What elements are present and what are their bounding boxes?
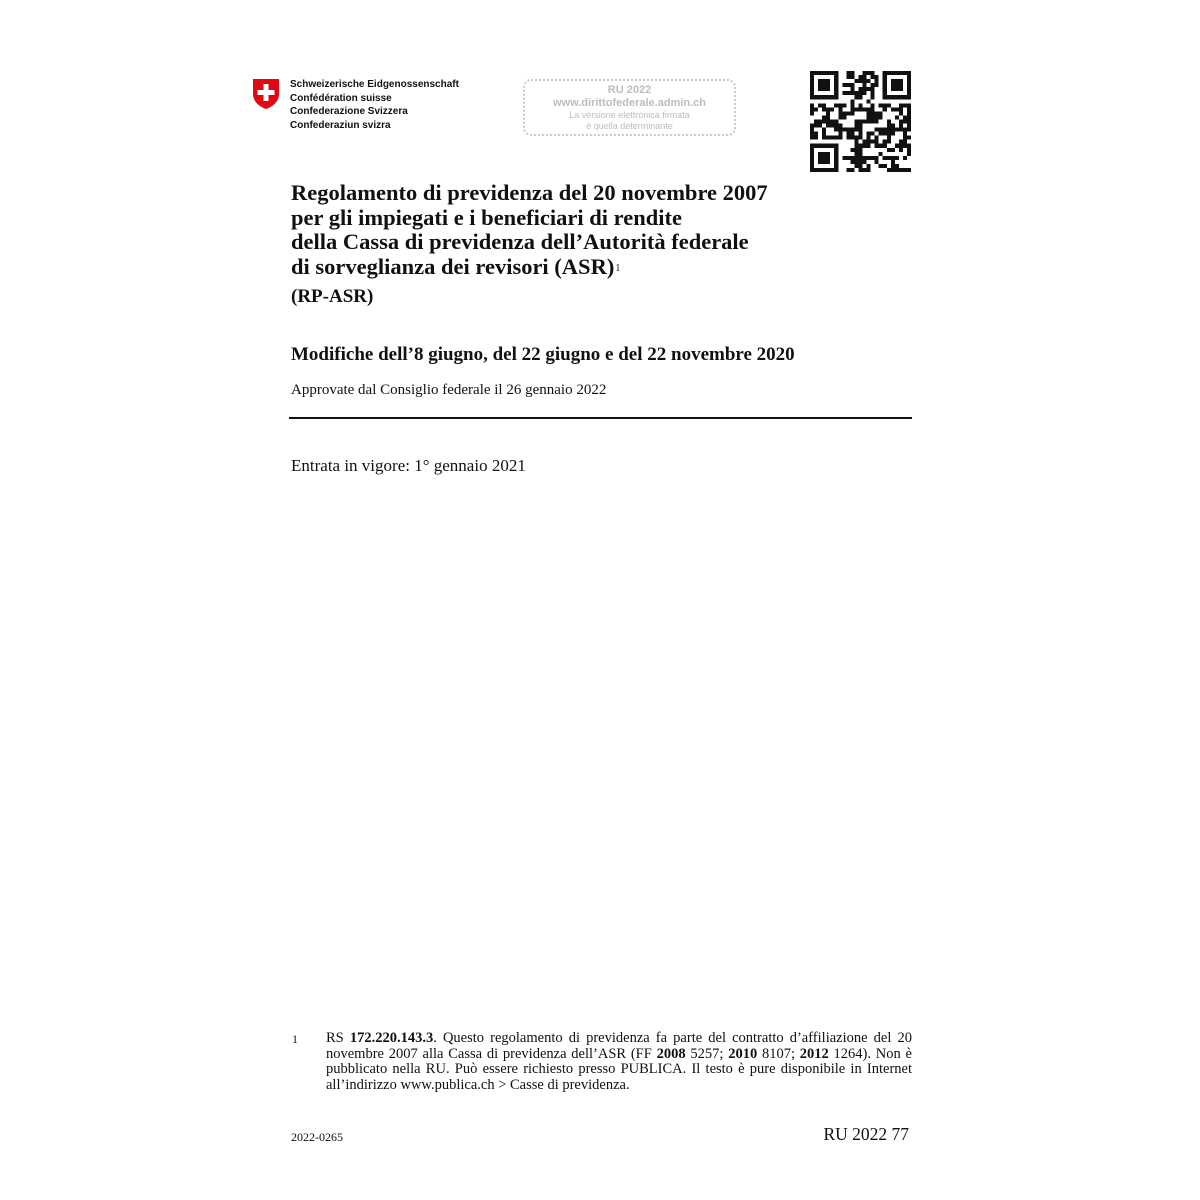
approval-note: Approvate dal Consiglio federale il 26 gennaio 2022 bbox=[291, 382, 607, 398]
footnote-number: 1 bbox=[292, 1032, 298, 1046]
stamp-website: www.dirittofederale.admin.ch bbox=[552, 97, 706, 109]
qr-code-icon bbox=[810, 71, 911, 172]
footnote-rs-number[interactable]: 172.220.143.3 bbox=[349, 1030, 434, 1046]
entry-into-force: Entrata in vigore: 1° gennaio 2021 bbox=[291, 456, 526, 475]
footnote-ff-year[interactable]: 2008 bbox=[656, 1045, 686, 1062]
page-reference: RU 2022 77 bbox=[823, 1124, 909, 1144]
separator-rule bbox=[289, 417, 912, 419]
title-line-3: della Cassa di previdenza dell’Autorità federale bbox=[291, 229, 749, 254]
footnote-ff-year[interactable]: 2010 bbox=[728, 1045, 758, 1062]
stamp-collection: RU 2022 bbox=[607, 84, 652, 96]
title-line-2: per gli impiegati e i beneficiari di rendite bbox=[291, 204, 682, 230]
footnote-part: 1264). Non è pubblicato nella RU. Può essere richiesto presso PUBLICA. Il testo è pure disponibile in Internet all’indirizzo www.publica.ch > Casse di previdenza. bbox=[326, 1045, 912, 1093]
regulation-abbreviation: (RP-ASR) bbox=[291, 286, 374, 307]
footnote-ff-year[interactable]: 2012 bbox=[799, 1045, 829, 1062]
title-line-1: Regolamento di previdenza del 20 novembre 2007 bbox=[291, 180, 768, 205]
regulation-title bbox=[291, 181, 911, 279]
footnote-reference[interactable]: 1 bbox=[615, 262, 621, 274]
footnote-text bbox=[326, 1031, 912, 1093]
document-number: 2022-0265 bbox=[291, 1130, 343, 1144]
official-publication-stamp bbox=[523, 79, 736, 136]
confederation-name-rm: Confederaziun svizra bbox=[290, 119, 391, 131]
confederation-name-fr: Confédération suisse bbox=[290, 92, 392, 104]
footnote-part: 5257; bbox=[685, 1045, 729, 1062]
footnote-part: 8107; bbox=[757, 1045, 800, 1062]
footnote-part: RS bbox=[326, 1030, 350, 1046]
amendments-heading: Modifiche dell’8 giugno, del 22 giugno e del 22 novembre 2020 bbox=[291, 344, 795, 365]
footnote-part: . Questo regolamento di previdenza fa parte del contratto d’affiliazione del 20 novembre 2007 alla Cassa di previdenza dell’ASR (FF bbox=[326, 1030, 912, 1062]
stamp-note-2: è quella determinante bbox=[586, 121, 673, 131]
title-line-4: di sorveglianza dei revisori (ASR) bbox=[291, 253, 615, 279]
stamp-note-1: La versione elettronica firmata bbox=[569, 110, 690, 120]
confederation-name-de: Schweizerische Eidgenossenschaft bbox=[290, 79, 459, 90]
confederation-names bbox=[290, 78, 459, 132]
confederation-name-it: Confederazione Svizzera bbox=[290, 106, 408, 117]
swiss-coat-of-arms-icon bbox=[252, 78, 280, 110]
